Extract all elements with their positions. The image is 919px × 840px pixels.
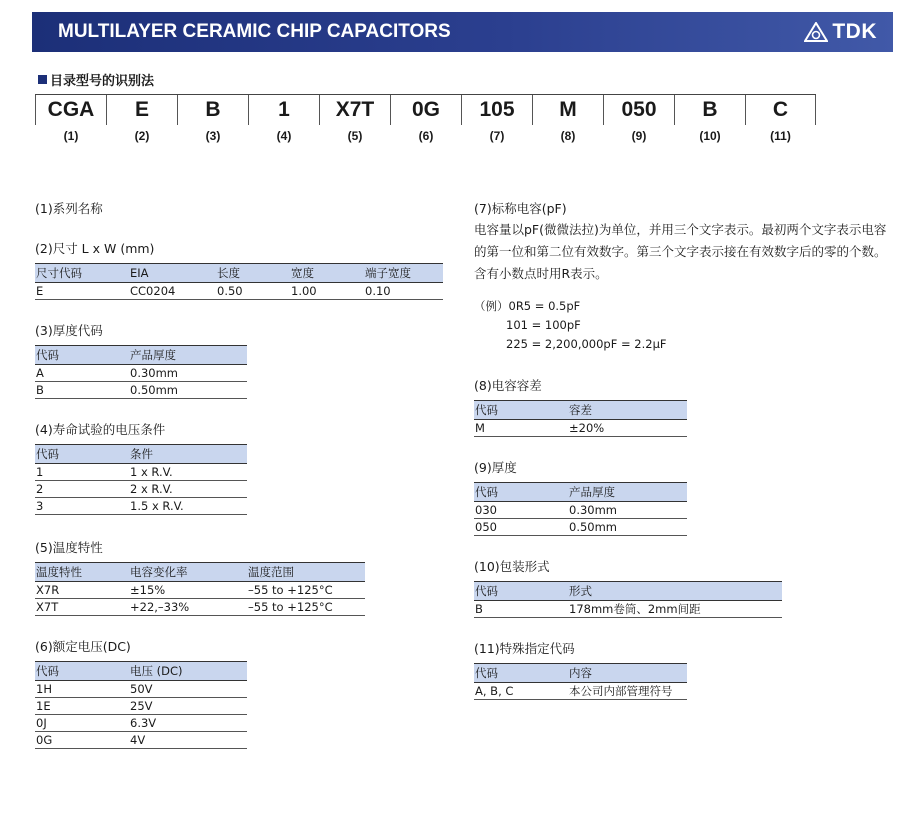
table-header-cell: 温度特性 — [35, 563, 129, 582]
code-segment: 105 (7) — [461, 95, 532, 125]
table-cell: 3 — [35, 498, 129, 515]
code-segment: B (10) — [674, 95, 745, 125]
table-cell: 0.50mm — [568, 519, 687, 536]
code-index: (10) — [699, 129, 721, 143]
table-row — [474, 502, 687, 519]
table-cell: –55 to +125°C — [247, 599, 365, 616]
table-cell: X7T — [35, 599, 129, 616]
size-table — [35, 263, 443, 300]
table-header-cell: 代码 — [474, 483, 568, 502]
table-cell: 1E — [35, 698, 129, 715]
table-header-cell: 形式 — [568, 582, 782, 601]
code-index: (1) — [63, 129, 79, 143]
table-header-cell: 端子宽度 — [364, 264, 443, 283]
code-segment: X7T (5) — [319, 95, 390, 125]
code-segment: E (2) — [106, 95, 177, 125]
code-index: (3) — [205, 129, 221, 143]
header-banner — [32, 12, 893, 52]
table-row — [474, 683, 687, 700]
table-cell: 030 — [474, 502, 568, 519]
tolerance-table — [474, 400, 687, 437]
example-line: 225 = 2,200,000pF = 2.2μF — [506, 337, 667, 351]
table-header-cell: 容差 — [568, 401, 687, 420]
section-temperature-characteristic — [35, 538, 365, 616]
table-cell: +22,–33% — [129, 599, 247, 616]
table-header-cell: 尺寸代码 — [35, 264, 129, 283]
table-header-cell: 代码 — [474, 664, 568, 683]
thickness-code-table — [35, 345, 247, 399]
tdk-logo-icon — [804, 22, 828, 42]
table-row — [35, 698, 247, 715]
table-row — [35, 498, 247, 515]
table-cell: B — [474, 601, 568, 618]
table-header-cell: EIA — [129, 264, 216, 283]
table-cell: ±15% — [129, 582, 247, 599]
heading-text: 目录型号的识别法 — [50, 74, 155, 89]
section-title: (9)厚度 — [474, 460, 517, 475]
capacitance-description: 电容量以pF(微微法拉)为单位，并用三个文字表示。最初两个文字表示电容的第一位和第二位有效数字。第三个文字表示接在有效数字后的零的个数。含有小数点时用R表示。 — [474, 222, 887, 281]
table-row — [35, 283, 443, 300]
thickness-table — [474, 482, 687, 536]
square-bullet-icon — [38, 75, 47, 84]
table-cell: 0.50mm — [129, 382, 247, 399]
table-cell: 2 — [35, 481, 129, 498]
table-cell: 0J — [35, 715, 129, 732]
table-row — [35, 481, 247, 498]
code-index: (9) — [631, 129, 647, 143]
example-line: 101 = 100pF — [506, 318, 581, 332]
code-segment: M (8) — [532, 95, 603, 125]
section-series-name — [35, 199, 103, 223]
table-cell: 1H — [35, 681, 129, 698]
table-row — [35, 582, 365, 599]
table-header-cell: 代码 — [35, 445, 129, 464]
section-title: (3)厚度代码 — [35, 323, 103, 338]
code-index: (5) — [347, 129, 363, 143]
table-cell: 1 — [35, 464, 129, 481]
section-thickness-code — [35, 321, 247, 399]
table-header-cell: 代码 — [35, 662, 129, 681]
code-index: (8) — [560, 129, 576, 143]
table-row — [35, 681, 247, 698]
temperature-table — [35, 562, 365, 616]
example-line: （例）0R5 = 0.5pF — [474, 299, 581, 313]
table-cell: 本公司内部管理符号 — [568, 683, 687, 700]
table-row — [474, 601, 782, 618]
table-row — [474, 420, 687, 437]
table-cell: 0.10 — [364, 283, 443, 300]
table-row — [35, 732, 247, 749]
code-index: (2) — [134, 129, 150, 143]
code-segment: C (11) — [745, 95, 816, 125]
code-index: (11) — [770, 129, 791, 143]
table-cell: 178mm卷筒、2mm间距 — [568, 601, 782, 618]
table-header-cell: 宽度 — [290, 264, 364, 283]
section-nominal-capacitance — [474, 199, 894, 354]
section-size — [35, 239, 443, 300]
section-title: (6)额定电压(DC) — [35, 639, 131, 654]
special-code-table — [474, 663, 687, 700]
table-row — [35, 382, 247, 399]
life-test-table — [35, 444, 247, 515]
section-title: (4)寿命试验的电压条件 — [35, 422, 166, 437]
table-cell: 050 — [474, 519, 568, 536]
table-row — [35, 715, 247, 732]
section-title: (10)包装形式 — [474, 559, 550, 574]
table-cell: ±20% — [568, 420, 687, 437]
section-title: (2)尺寸 L x W (mm) — [35, 241, 155, 256]
table-cell: 6.3V — [129, 715, 247, 732]
table-cell: 0G — [35, 732, 129, 749]
table-header-cell: 产品厚度 — [568, 483, 687, 502]
table-header-cell: 电压 (DC) — [129, 662, 247, 681]
table-cell: 1.00 — [290, 283, 364, 300]
code-index: (4) — [276, 129, 292, 143]
section-title: (11)特殊指定代码 — [474, 641, 575, 656]
logo-text: TDK — [832, 20, 877, 43]
table-cell: 1.5 x R.V. — [129, 498, 247, 515]
code-index: (6) — [418, 129, 434, 143]
section-title: (1)系列名称 — [35, 201, 103, 216]
code-segment: CGA (1) — [35, 95, 106, 125]
table-cell: 50V — [129, 681, 247, 698]
table-cell: E — [35, 283, 129, 300]
banner-title: MULTILAYER CERAMIC CHIP CAPACITORS — [58, 21, 451, 42]
table-cell: –55 to +125°C — [247, 582, 365, 599]
rated-voltage-table — [35, 661, 247, 749]
table-header-cell: 代码 — [474, 582, 568, 601]
section-special-code — [474, 639, 687, 700]
section-rated-voltage — [35, 637, 247, 749]
table-row — [35, 464, 247, 481]
table-cell: A — [35, 365, 129, 382]
code-segment: 0G (6) — [390, 95, 461, 125]
section-heading — [38, 70, 154, 89]
table-cell: CC0204 — [129, 283, 216, 300]
section-thickness — [474, 458, 687, 536]
table-cell: B — [35, 382, 129, 399]
table-header-cell: 长度 — [216, 264, 290, 283]
section-title: (7)标称电容(pF) — [474, 201, 567, 216]
code-index: (7) — [489, 129, 505, 143]
section-packaging — [474, 557, 782, 618]
code-segment: 1 (4) — [248, 95, 319, 125]
table-header-cell: 代码 — [474, 401, 568, 420]
table-header-cell: 电容变化率 — [129, 563, 247, 582]
code-segment: B (3) — [177, 95, 248, 125]
table-cell: 2 x R.V. — [129, 481, 247, 498]
table-cell: 0.30mm — [129, 365, 247, 382]
table-cell: 1 x R.V. — [129, 464, 247, 481]
table-cell: A, B, C — [474, 683, 568, 700]
table-cell: 25V — [129, 698, 247, 715]
table-cell: 0.50 — [216, 283, 290, 300]
code-segment: 050 (9) — [603, 95, 674, 125]
table-row — [35, 599, 365, 616]
table-cell: 4V — [129, 732, 247, 749]
packaging-table — [474, 581, 782, 618]
table-header-cell: 温度范围 — [247, 563, 365, 582]
table-row — [35, 365, 247, 382]
table-header-cell: 产品厚度 — [129, 346, 247, 365]
capacitance-examples — [474, 297, 894, 354]
table-cell: 0.30mm — [568, 502, 687, 519]
section-title: (5)温度特性 — [35, 540, 103, 555]
table-cell: X7R — [35, 582, 129, 599]
table-header-cell: 代码 — [35, 346, 129, 365]
table-header-cell: 内容 — [568, 664, 687, 683]
section-life-test-voltage — [35, 420, 247, 515]
section-title: (8)电容容差 — [474, 378, 542, 393]
tdk-logo — [804, 20, 877, 44]
table-row — [474, 519, 687, 536]
table-header-cell: 条件 — [129, 445, 247, 464]
table-cell: M — [474, 420, 568, 437]
part-number-code-bar — [35, 94, 816, 143]
section-capacitance-tolerance — [474, 376, 687, 437]
